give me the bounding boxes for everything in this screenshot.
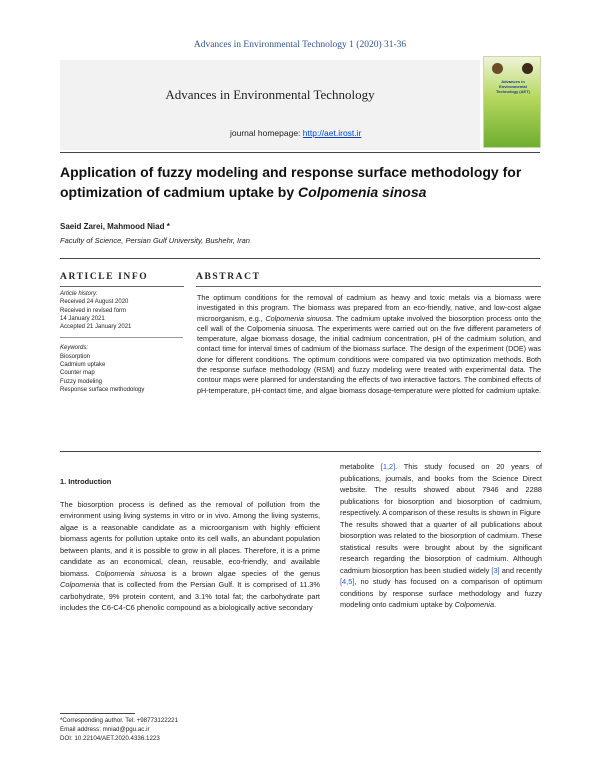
paper-title-species: Colpomenia sinosa (298, 184, 427, 200)
citation-link[interactable]: [3] (491, 565, 500, 575)
body-column-left (60, 476, 320, 614)
keyword-item: Biosorption (60, 353, 91, 360)
history-item: Accepted 21 January 2021 (60, 324, 132, 331)
abstract-rule-bottom (60, 451, 541, 452)
paper-title-text: Application of fuzzy modeling and response surface methodology for optimization of cadmium uptake by (60, 164, 522, 200)
introduction-heading: 1. Introduction (60, 477, 112, 486)
journal-name: Advances in Environmental Technology (165, 87, 375, 102)
history-item: 14 January 2021 (60, 315, 105, 322)
intro-paragraph-1: The biosorption process is defined as the removal of pollution from the environment using living systems in vitro or in vivo. Among the living systems, algae is a reasonable candidate as a microorganism with highly efficient biomass agents for pollution uptake onto its cell walls, an abundant population between plants, and it is possible to grow in all places. Therefore, it is a prime candidate as an economical, clean, reusable, eco-friendly, and available biomass. Colpomenia sinuosa is a brown algae species of the genus Colpomenia that is collected from the Persian Gulf. It is comprised of 11.3% carbohydrate, 9% protein content, and 3.1% total fat; the carbohydrate part includes the C6-C4-C6 phenolic compound as a biologically active secondary (60, 499, 320, 612)
article-info-heading: ARTICLE INFO (60, 272, 149, 282)
keyword-item: Cadmium uptake (60, 362, 106, 369)
affiliation: Faculty of Science, Persian Gulf University, Bushehr, Iran (60, 236, 250, 245)
article-info-rule (60, 286, 184, 287)
homepage-link[interactable]: http://aet.irost.ir (302, 128, 362, 138)
corresponding-author: *Corresponding author. Tel: +98773122221 (60, 717, 179, 724)
journal-citation-line: Advances in Environmental Technology 1 (2020) 31-36 (193, 40, 407, 50)
abstract-heading: ABSTRACT (196, 272, 261, 282)
history-label: Article history: (60, 291, 98, 297)
article-info-panel (60, 290, 183, 394)
history-item: Received 24 August 2020 (60, 299, 129, 306)
abstract-part: The optimum conditions for the removal of cadmium as heavy and toxic metals via a biomass were investigated in this program. The biomass was prepared from an eco-friendly, native, and low-cost algae microorganism, e.g., (197, 293, 541, 323)
citation-link[interactable]: [1,2] (380, 462, 396, 471)
keywords-label: Keywords: (60, 345, 89, 352)
footnote (60, 717, 178, 743)
journal-homepage (230, 128, 361, 138)
homepage-label: journal homepage: (230, 128, 301, 138)
abstract-part: . The cadmium uptake involved the biosorption process onto the cell wall of the Colpomenia sinuosa. The experiments were carried out on the five different parameters of temperature, algae biomass dosage, the initial cadmium concentration, pH of the cadmium solution, and contact time for interval times of cadmium of the biomass surface. The design of the experiment (DOE) was done for different conditions. The optimum conditions were compared via two optimization methods. Both the response surface methodology (RSM) and fuzzy modeling were treated with experimental data. The contour maps were planned for understanding the effects of two interactive factors. The combined effects of pH-temperature, pH-contact time, and algae biomass dosage-temperature were plotted for cadmium uptake. (197, 313, 541, 395)
abstract-rule-top (196, 286, 541, 287)
body-column-right (340, 461, 542, 611)
intro-paragraph-2: The results showed that a quarter of all publications about biosorption was related to the biosorption of cadmium. These statistical results were brought about by the significant research regarding the biosorption of cadmium. Although cadmium biosorption has been studied widely [3] and recently [4,5], no study has focused on a comparison of optimum conditions by response surface methodology and fuzzy modeling onto cadmium uptake by Colpomenia. (340, 519, 542, 609)
history-item: Received in revised form (60, 307, 127, 314)
paper-title (60, 162, 540, 202)
authors: Saeid Zarei, Mahmood Niad * (60, 222, 170, 231)
email-address: Email address: mniad@pgu.ac.ir (60, 725, 150, 733)
header-divider (60, 152, 540, 153)
journal-cover-image (483, 56, 541, 148)
abstract-text (197, 293, 541, 396)
footnote-rule (60, 713, 135, 714)
institution-logo-icon (492, 63, 503, 74)
keywords-divider (60, 337, 183, 338)
keyword-item: Response surface methodology (60, 386, 145, 393)
intro-paragraph-1-cont: metabolite [1,2]. This study focused on 20 years of publications, journals, and books from the Science Direct website. The results showed about 7946 and 2288 publications for biosorption and biosorption of cadmium, respectively. A comparison of these results is shown in Figure (340, 462, 543, 517)
doi: DOI: 10.22104/AET.2020.4336.1223 (60, 734, 160, 742)
keyword-item: Fuzzy modeling (60, 378, 103, 385)
section-divider (60, 258, 540, 259)
abstract-species: Colpomenia sinuosa (265, 313, 332, 323)
cover-title: Advances in Environmental Technology (AET) (496, 79, 530, 94)
citation-link[interactable]: [4,5] (340, 577, 355, 586)
seal-logo-icon (522, 63, 533, 74)
keyword-item: Counter map (60, 370, 95, 377)
